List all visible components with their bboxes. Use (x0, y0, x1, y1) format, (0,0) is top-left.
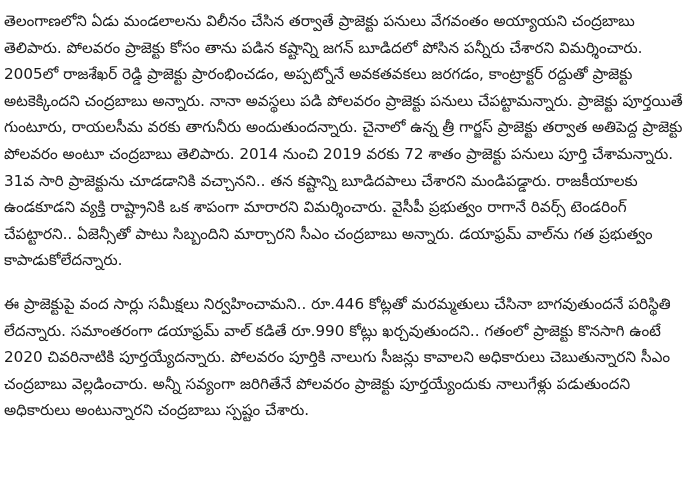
text-line: చంద్రబాబు వెల్లడించారు. అన్నీ సవ్యంగా జరిగితేనే పోలవరం ప్రాజెక్టు పూర్తయ్యేందుకు నాలుగేళ్లు పడుతుందని (4, 374, 631, 393)
paragraph-spacer (4, 274, 686, 291)
text-line: లేదన్నారు. సమాంతరంగా డయాఫ్రమ్ వాల్ కడితే రూ.990 కోట్లు ఖర్చవుతుందని.. గతంలో ప్రాజెక్టు కొనసాగి ఉంటే (4, 321, 661, 340)
text-line: అధికారులు అంటున్నారని చంద్రబాబు స్పష్టం చేశారు. (4, 401, 310, 420)
text-line: ఈ ప్రాజెక్టుపై వంద సార్లు సమీక్షలు నిర్వహించామని.. రూ.446 కోట్లతో మరమ్మతులు చేసినా బాగవుతుందనే పరిస్థితి (4, 294, 671, 313)
text-line: గుంటూరు, రాయలసీమ వరకు తాగునీరు అందుతుందన్నారు. చైనాలో ఉన్న త్రీ గార్జస్ ప్రాజెక్టు తర్వాత అతిపెద్ద ప్రాజెక్టు (4, 118, 683, 137)
text-line: 2005లో రాజశేఖర్ రెడ్డి ప్రాజెక్టు ప్రారంభించడం, అప్పట్నోనే అవకతవకలు జరగడం, కాంట్రాక్టర్ రద్దుతో ప్రాజెక్టు (4, 65, 633, 84)
text-line: తెలిపారు. పోలవరం ప్రాజెక్టు కోసం తాను పడిన కష్టాన్ని జగన్ బూడిదలో పోసిన పన్నీరు చేశారని విమర్శించారు. (4, 38, 643, 57)
text-line: చేపట్టారని.. ఏజెన్సీతో పాటు సిబ్బందిని మార్చారని సీఎం చంద్రబాబు అన్నారు. డయాఫ్రమ్ వాల్‌ను గత ప్రభుత్వం (4, 224, 653, 243)
text-line: పోలవరం అంటూ చంద్రబాబు తెలిపారు. 2014 నుంచి 2019 వరకు 72 శాతం ప్రాజెక్టు పనులు పూర్తి చేశామన్నారు. (4, 144, 674, 163)
article-body (4, 8, 686, 424)
text-line: ఉండకూడని వ్యక్తి రాష్ట్రానికి ఒక శాపంగా మారారని విమర్శించారు. వైసీపీ ప్రభుత్వం రాగానే రివర్స్ టెండరింగ్ (4, 198, 627, 217)
text-line: అటకెక్కిందని చంద్రబాబు అన్నారు. నానా అవస్థలు పడి పోలవరం ప్రాజెక్టు పనులు చేపట్టామన్నారు. ప్రాజెక్టు పూర్తయితే (4, 91, 683, 110)
text-line: 2020 చివరినాటికి పూర్తయ్యేదన్నారు. పోలవరం పూర్తికి నాలుగు సీజన్లు కావాలని అధికారులు చెబుతున్నారని సీఎం (4, 348, 671, 367)
text-line: 31వ సారి ప్రాజెక్టును చూడడానికి వచ్చానని.. తన కష్టాన్ని బూడిదపాలు చేశారని మండిపడ్డారు. రాజకీయాలకు (4, 171, 638, 190)
text-line: తెలంగాణలోని ఏడు మండలాలను విలీనం చేసిన తర్వాతే ప్రాజెక్టు పనులు వేగవంతం అయ్యాయని చంద్రబాబు (4, 12, 635, 30)
paragraph-2 (4, 291, 686, 424)
paragraph-1 (4, 8, 686, 274)
text-line: కాపాడుకోలేదన్నారు. (4, 251, 123, 270)
